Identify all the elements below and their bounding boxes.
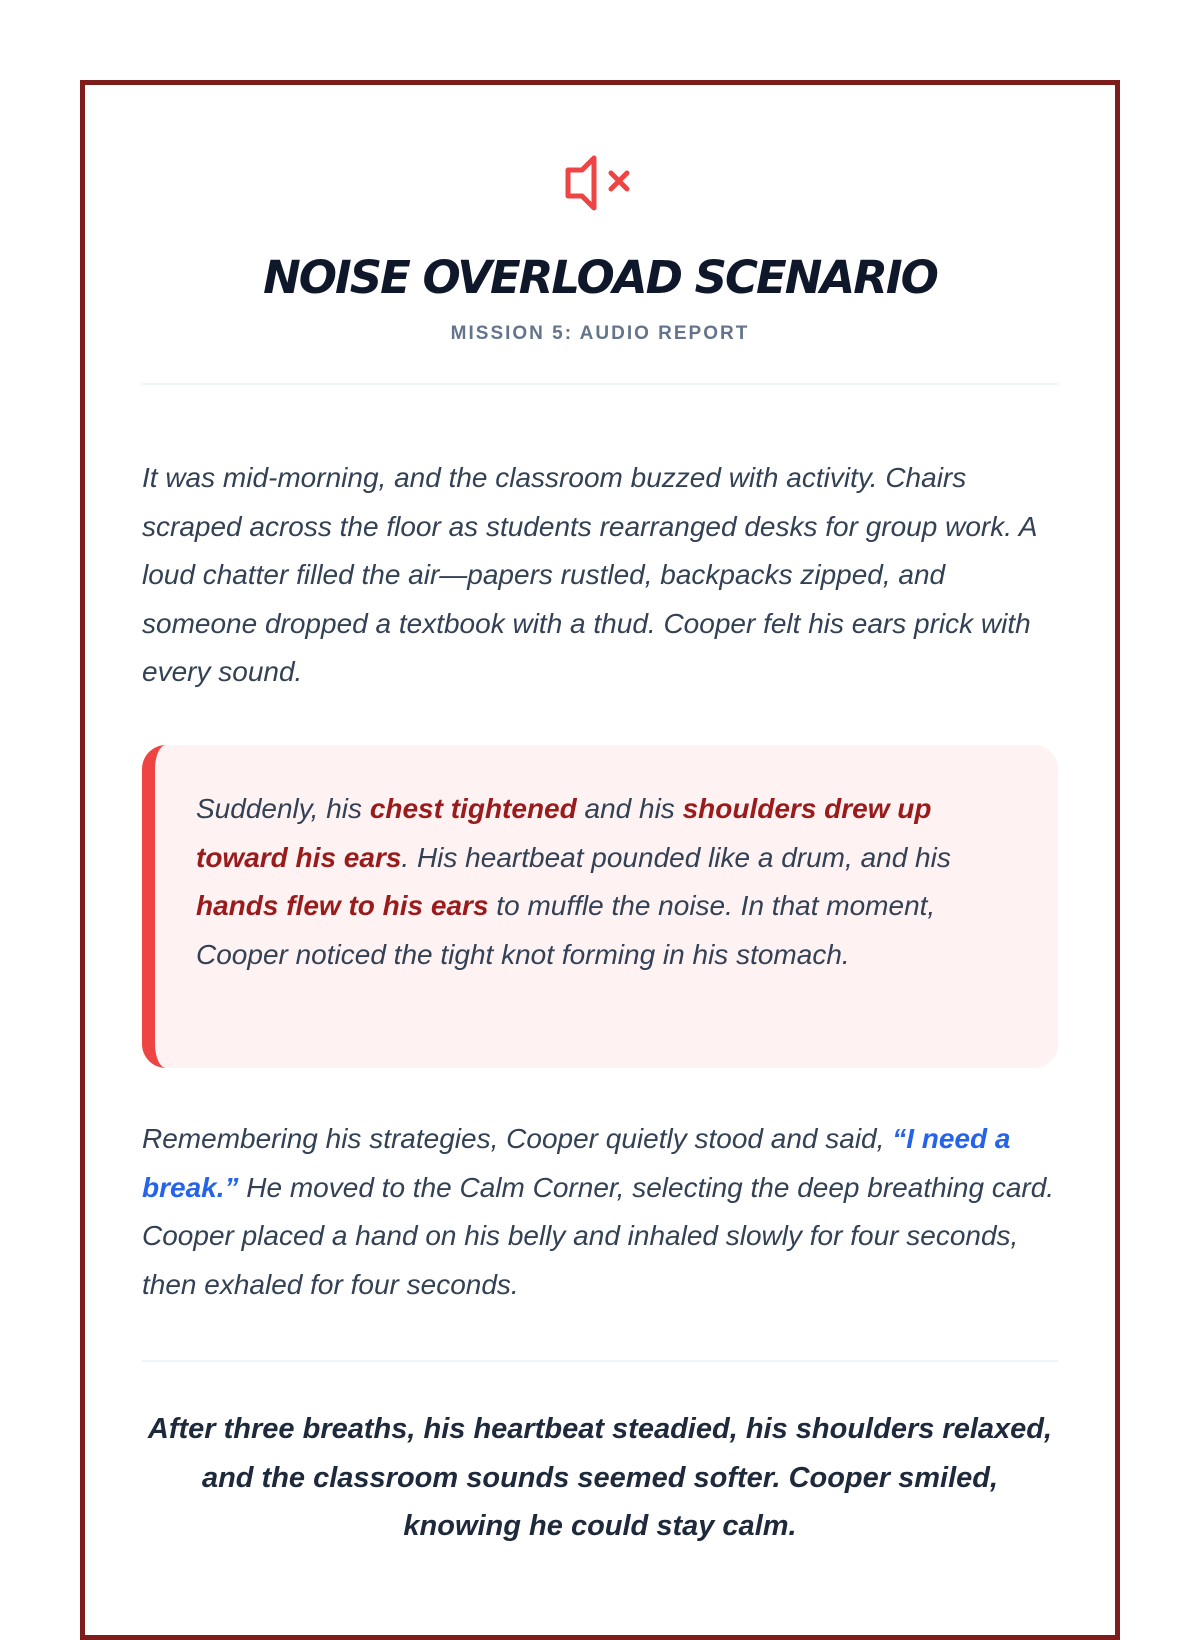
conclusion-paragraph: After three breaths, his heartbeat steadied, his shoulders relaxed, and the classroom sounds seemed softer. Cooper smiled, knowing he could stay calm. — [147, 1413, 1053, 1542]
strategy-text-2: He moved to the Calm Corner, selecting the deep breathing card. Cooper placed a hand on his belly and inhaled slowly for four seconds, then exhaled for four seconds. — [142, 1171, 1055, 1300]
mission-subtitle: MISSION 5: AUDIO REPORT — [450, 323, 750, 344]
callout-text-2: and his — [576, 793, 683, 824]
page-title: NOISE OVERLOAD SCENARIO — [263, 251, 937, 304]
highlight-hands-to-ears: hands flew to his ears — [196, 890, 489, 921]
callout-text-4: to muffle the noise. In that moment, Cooper noticed the tight knot forming in his stomach. — [196, 890, 936, 970]
callout-text-3: . His heartbeat pounded like a drum, and his — [401, 841, 951, 873]
intro-paragraph: It was mid-morning, and the classroom buzzed with activity. Chairs scraped across the floor as students rearranged desks for group work. A loud chatter filled the air—papers rustled, backpacks zipped, and someone dropped a textbook with a thud. Cooper felt his ears prick with every sound. — [142, 462, 1037, 687]
strategy-paragraph — [142, 1115, 1058, 1309]
strategy-text-1: Remembering his strategies, Cooper quietly stood and said, — [142, 1123, 893, 1154]
conclusion-divider — [142, 1360, 1058, 1362]
header-divider — [142, 383, 1058, 385]
speaker-muted-icon — [560, 148, 640, 218]
callout-paragraph — [196, 785, 1018, 979]
callout-text-1: Suddenly, his — [196, 793, 370, 824]
body-reaction-callout — [142, 745, 1058, 1068]
scenario-card — [80, 80, 1120, 1640]
break-quote: “I need a break.” — [142, 1123, 1011, 1203]
highlight-chest-tightened: chest tightened — [369, 793, 577, 824]
highlight-shoulders: shoulders drew up toward his ears — [196, 793, 932, 873]
